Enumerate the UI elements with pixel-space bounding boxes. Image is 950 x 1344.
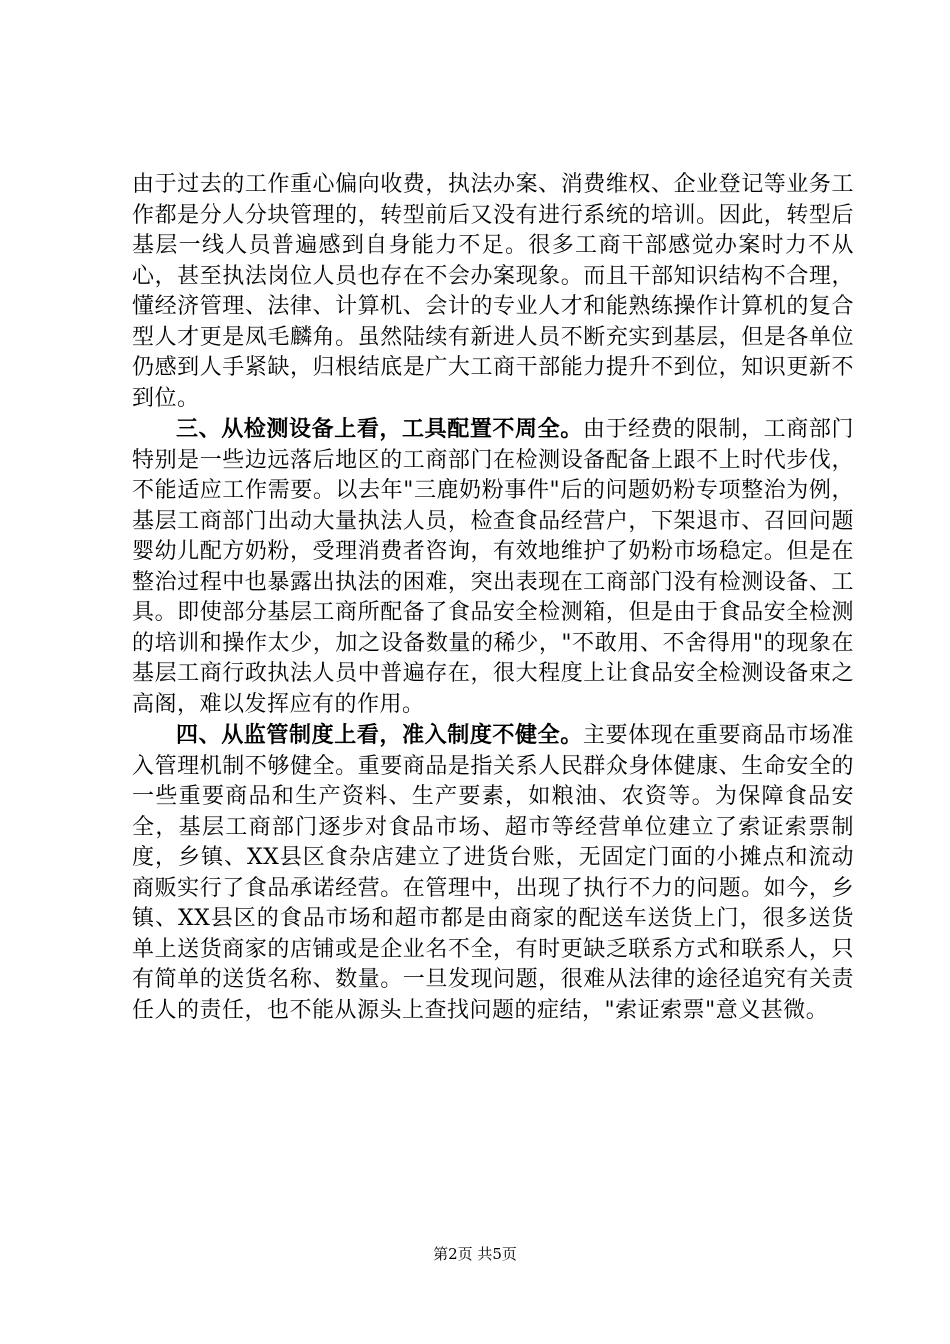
page-footer [0, 1244, 950, 1264]
section-heading-three: 三、从检测设备上看，工具配置不周全。 [176, 416, 583, 442]
page-number: 第2页 共5页 [433, 1245, 517, 1263]
paragraph-section-three [132, 414, 854, 720]
paragraph-text: 由于过去的工作重心偏向收费，执法办案、消费维权、企业登记等业务工作都是分人分块管理的，转型前后又没有进行系统的培训。因此，转型后基层一线人员普遍感到自身能力不足。很多工商干部感觉办案时力不从心，甚至执法岗位人员也存在不会办案现象。而且干部知识结构不合理，懂经济管理、法律、计算机、会计的专业人才和能熟练操作计算机的复合型人才更是凤毛麟角。虽然陆续有新进人员不断充实到基层，但是各单位仍感到人手紧缺，归根结底是广大工商干部能力提升不到位，知识更新不到位。 [132, 172, 854, 411]
document-body [132, 170, 854, 1026]
paragraph-continuation [132, 170, 854, 414]
paragraph-section-four [132, 720, 854, 1026]
section-heading-four: 四、从监管制度上看，准入制度不健全。 [176, 722, 583, 748]
paragraph-text: 由于经费的限制，工商部门特别是一些边远落后地区的工商部门在检测设备配备上跟不上时代步伐，不能适应工作需要。以去年"三鹿奶粉事件"后的问题奶粉专项整治为例，基层工商部门出动大量执法人员，检查食品经营户，下架退市、召回问题婴幼儿配方奶粉，受理消费者咨询，有效地维护了奶粉市场稳定。但是在整治过程中也暴露出执法的困难，突出表现在工商部门没有检测设备、工具。即使部分基层工商所配备了食品安全检测箱，但是由于食品安全检测的培训和操作太少，加之设备数量的稀少，"不敢用、不舍得用"的现象在基层工商行政执法人员中普遍存在，很大程度上让食品安全检测设备束之高阁，难以发挥应有的作用。 [132, 417, 854, 717]
paragraph-text: 主要体现在重要商品市场准入管理机制不够健全。重要商品是指关系人民群众身体健康、生命安全的一些重要商品和生产资料、生产要素，如粮油、农资等。为保障食品安全，基层工商部门逐步对食品市场、超市等经营单位建立了索证索票制度，乡镇、XX县区食杂店建立了进货台账，无固定门面的小摊点和流动商贩实行了食品承诺经营。在管理中，出现了执行不力的问题。如今，乡镇、XX县区的食品市场和超市都是由商家的配送车送货上门，很多送货单上送货商家的店铺或是企业名不全，有时更缺乏联系方式和联系人，只有简单的送货名称、数量。一旦发现问题，很难从法律的途径追究有关责任人的责任，也不能从源头上查找问题的症结，"索证索票"意义甚微。 [132, 723, 854, 1023]
